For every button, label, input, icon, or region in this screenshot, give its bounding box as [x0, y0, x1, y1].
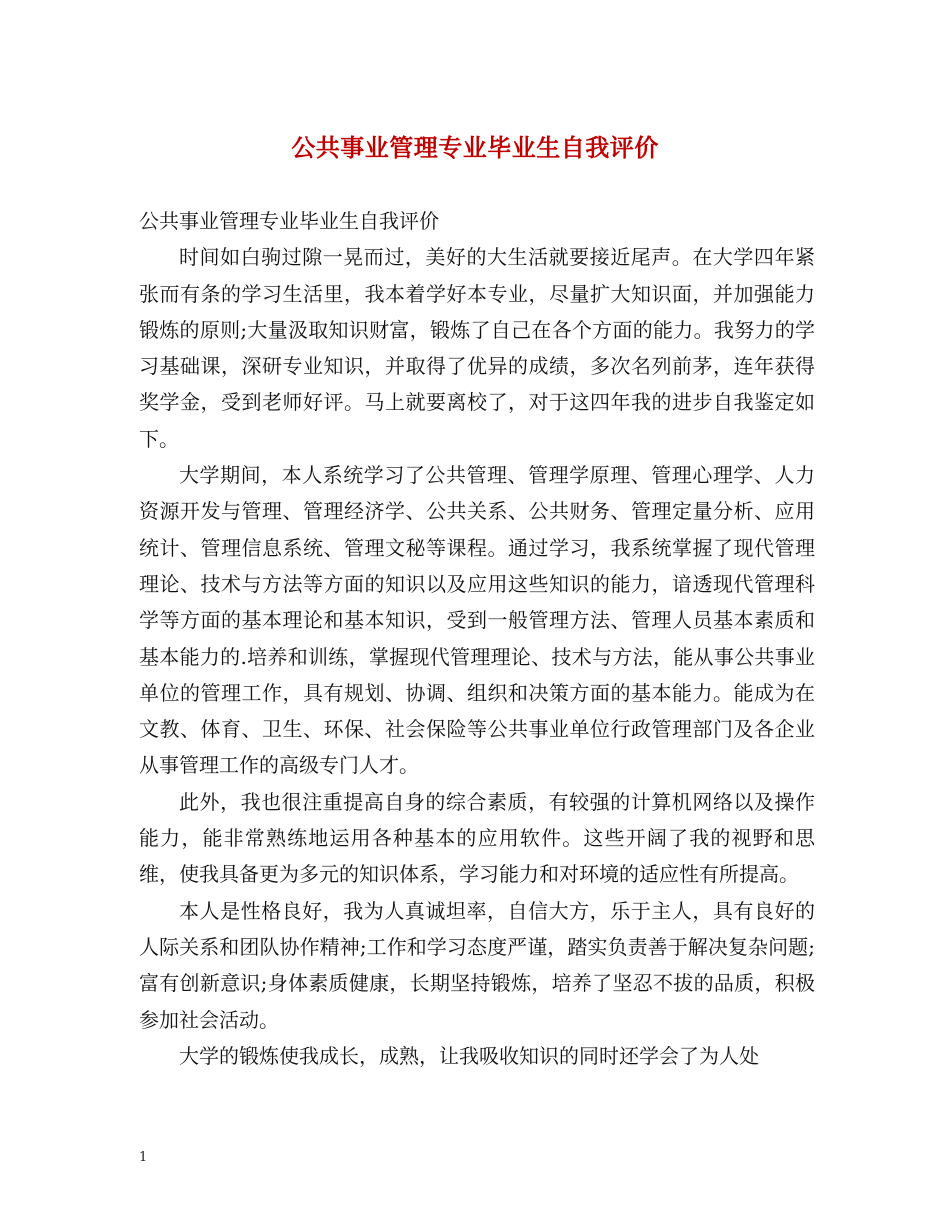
document-body	[139, 203, 815, 1074]
paragraph: 时间如白驹过隙一晃而过，美好的大生活就要接近尾声。在大学四年紧张而有条的学习生活里，我本着学好本专业，尽量扩大知识面，并加强能力锻炼的原则;大量汲取知识财富，锻炼了自己在各个方面的能力。我努力的学习基础课，深研专业知识，并取得了优异的成绩，多次名列前茅，连年获得奖学金，受到老师好评。马上就要离校了，对于这四年我的进步自我鉴定如下。	[139, 245, 815, 451]
document-subtitle: 公共事业管理专业毕业生自我评价	[139, 209, 439, 233]
document-title: 公共事业管理专业毕业生自我评价	[291, 133, 659, 162]
paragraph: 此外，我也很注重提高自身的综合素质，有较强的计算机网络以及操作能力，能非常熟练地运用各种基本的应用软件。这些开阔了我的视野和思维，使我具备更为多元的知识体系，学习能力和对环境的适应性有所提高。	[139, 789, 815, 887]
page-number: 1	[139, 1150, 148, 1165]
paragraph: 大学期间，本人系统学习了公共管理、管理学原理、管理心理学、人力资源开发与管理、管理经济学、公共关系、公共财务、管理定量分析、应用统计、管理信息系统、管理文秘等课程。通过学习，我系统掌握了现代管理理论、技术与方法等方面的知识以及应用这些知识的能力，谙透现代管理科学等方面的基本理论和基本知识，受到一般管理方法、管理人员基本素质和基本能力的.培养和训练，掌握现代管理理论、技术与方法，能从事公共事业单位的管理工作，具有规划、协调、组织和决策方面的基本能力。能成为在文教、体育、卫生、环保、社会保险等公共事业单位行政管理部门及各企业从事管理工作的高级专门人才。	[139, 463, 815, 778]
paragraph: 本人是性格良好，我为人真诚坦率，自信大方，乐于主人，具有良好的人际关系和团队协作精神;工作和学习态度严谨，踏实负责善于解决复杂问题;富有创新意识;身体素质健康，长期坚持锻炼，培养了坚忍不拔的品质，积极参加社会活动。	[139, 898, 815, 1032]
paragraph: 大学的锻炼使我成长，成熟，让我吸收知识的同时还学会了为人处	[179, 1043, 759, 1068]
